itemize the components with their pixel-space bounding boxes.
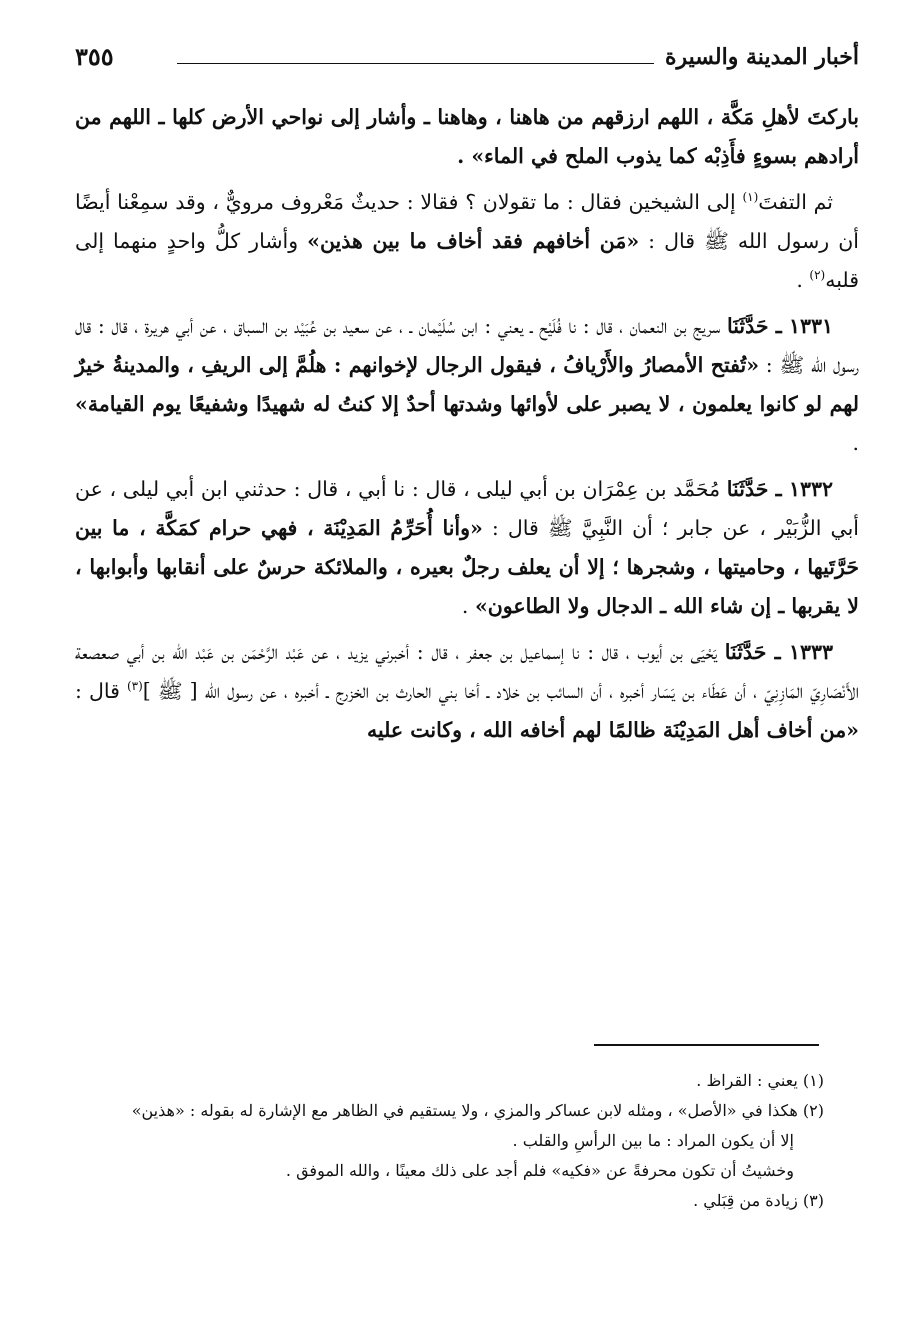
footnote-ref[interactable]: (٢) [809,268,826,283]
footnote-2-continued: إلا أن يكون المراد : ما بين الرأسِ والقلب . [512,1131,794,1150]
footnote-2-continued: وخشيتُ أن تكون محرفةً عن «فكيه» فلم أجد على ذلك معينًا ، والله الموفق . [285,1161,794,1180]
closing-text: . [852,431,859,455]
hadith-text: باركتَ لأهلِ مَكَّة ، اللهم ارزقهم من هاهنا ، وهاهنا ـ وأشار إلى نواحي الأرض كلها ـ اللهم من أرادهم بسوءٍ فأَذِبْه كما يذوب الملح في الماء» . [75,105,859,168]
header-rule [177,63,654,64]
footnote-divider [594,1044,819,1046]
narration-text: وأشار كلُّ واحدٍ منهما إلى قلبه [75,229,859,292]
isnad-text: يَحْيَى بن أيوب ، قال : نا إسماعيل بن جعفر ، قال : أخبرني يزيد ، عن عَبْد الرَّحْمَن بن عَبْد الله بن أبي صعصعة الأَنْصَارِيّ المَازِنِيّ ، أن عَطَاء بن يَسَار أخبره ، أن السائب بن خلاد ـ أخا بني الحارث بن الخزرج ـ أخبره ، عن رسول الله [ ﷺ ] [75,640,859,703]
narration-text: إلى الشيخين فقال : ما تقولان ؟ فقالا : حديثٌ مَعْروف مرويٌّ ، وقد سمِعْنا أيضًا أن رسول الله ﷺ قال : [75,190,859,253]
isnad-text: سريج بن النعمان ، قال : نا فُلَيْح ـ يعني : ابن سُلَيْمان ـ ، عن سعيد بن عُبَيْد بن السباق ، عن أبي هريرة ، قال : قال رسول الله ﷺ : [75,314,859,377]
closing-text: . [461,594,475,618]
footnotes [75,1066,824,1216]
hadith-text: «من أخاف أهل المَدِيْنَة ظالمًا لهم أخافه الله ، وكانت عليه [366,718,859,742]
hadith-text: «مَن أخافهم فقد أخاف ما بين هذين» [307,229,640,253]
page-number: ٣٥٥ [75,42,114,71]
narration-text: . [796,268,810,292]
hadith-number: ١٣٣٣ ـ حَدَّثَنَا [724,640,833,664]
footnote-1: (١) يعني : القراظ . [696,1071,824,1090]
hadith-text: «وأنا أُحَرِّمُ المَدِيْنَة ، فهي حرام كمَكَّة ، ما بين حَرَّتَيها ، وحاميتها ، وشجرها ؛ إلا أن يعلف رجلٌ بعيره ، والملائكة حرسٌ على أنقابها وأبوابها ، لا يقربها ـ إن شاء الله ـ الدجال ولا الطاعون» [75,516,859,618]
hadith-entry-1332 [75,470,859,626]
footnote-ref[interactable]: (١) [742,190,759,205]
narration-text: ثم التفتَ [758,190,833,214]
hadith-text: «تُفتح الأمصارُ والأَرْيافُ ، فيقول الرجال لإخوانهم : هلُمَّ إلى الريفِ ، والمدينةُ خيرٌ لهم لو كانوا يعلمون ، لا يصبر على لأوائها وشدتها أحدٌ إلا كنتُ له شهيدًا وشفيعًا يوم القيامة» [75,353,859,416]
paragraph-continuation [75,98,859,176]
main-text [75,98,859,757]
paragraph-narration [75,183,859,300]
hadith-entry-1331 [75,307,859,463]
footnote-ref[interactable]: (٣) [126,679,143,694]
hadith-entry-1333 [75,633,859,750]
hadith-number: ١٣٣٢ ـ حَدَّثَنَا [726,477,833,501]
footnote-3: (٣) زيادة من قِبَلي . [693,1191,824,1210]
isnad-text: قال : [75,679,127,703]
page-header [75,40,859,82]
running-title: أخبار المدينة والسيرة [664,44,859,70]
hadith-number: ١٣٣١ ـ حَدَّثَنَا [726,314,833,338]
footnote-2: (٢) هكذا في «الأصل» ، ومثله لابن عساكر والمزي ، ولا يستقيم في الظاهر مع الإشارة له بقوله : «هذين» [131,1101,824,1120]
isnad-text: مُحَمَّد بن عِمْرَان بن أبي ليلى ، قال : نا أبي ، قال : حدثني ابن أبي ليلى ، عن أبي الزُّبَيْر ، عن جابر ؛ أن النَّبِيَّ ﷺ قال : [75,477,859,540]
